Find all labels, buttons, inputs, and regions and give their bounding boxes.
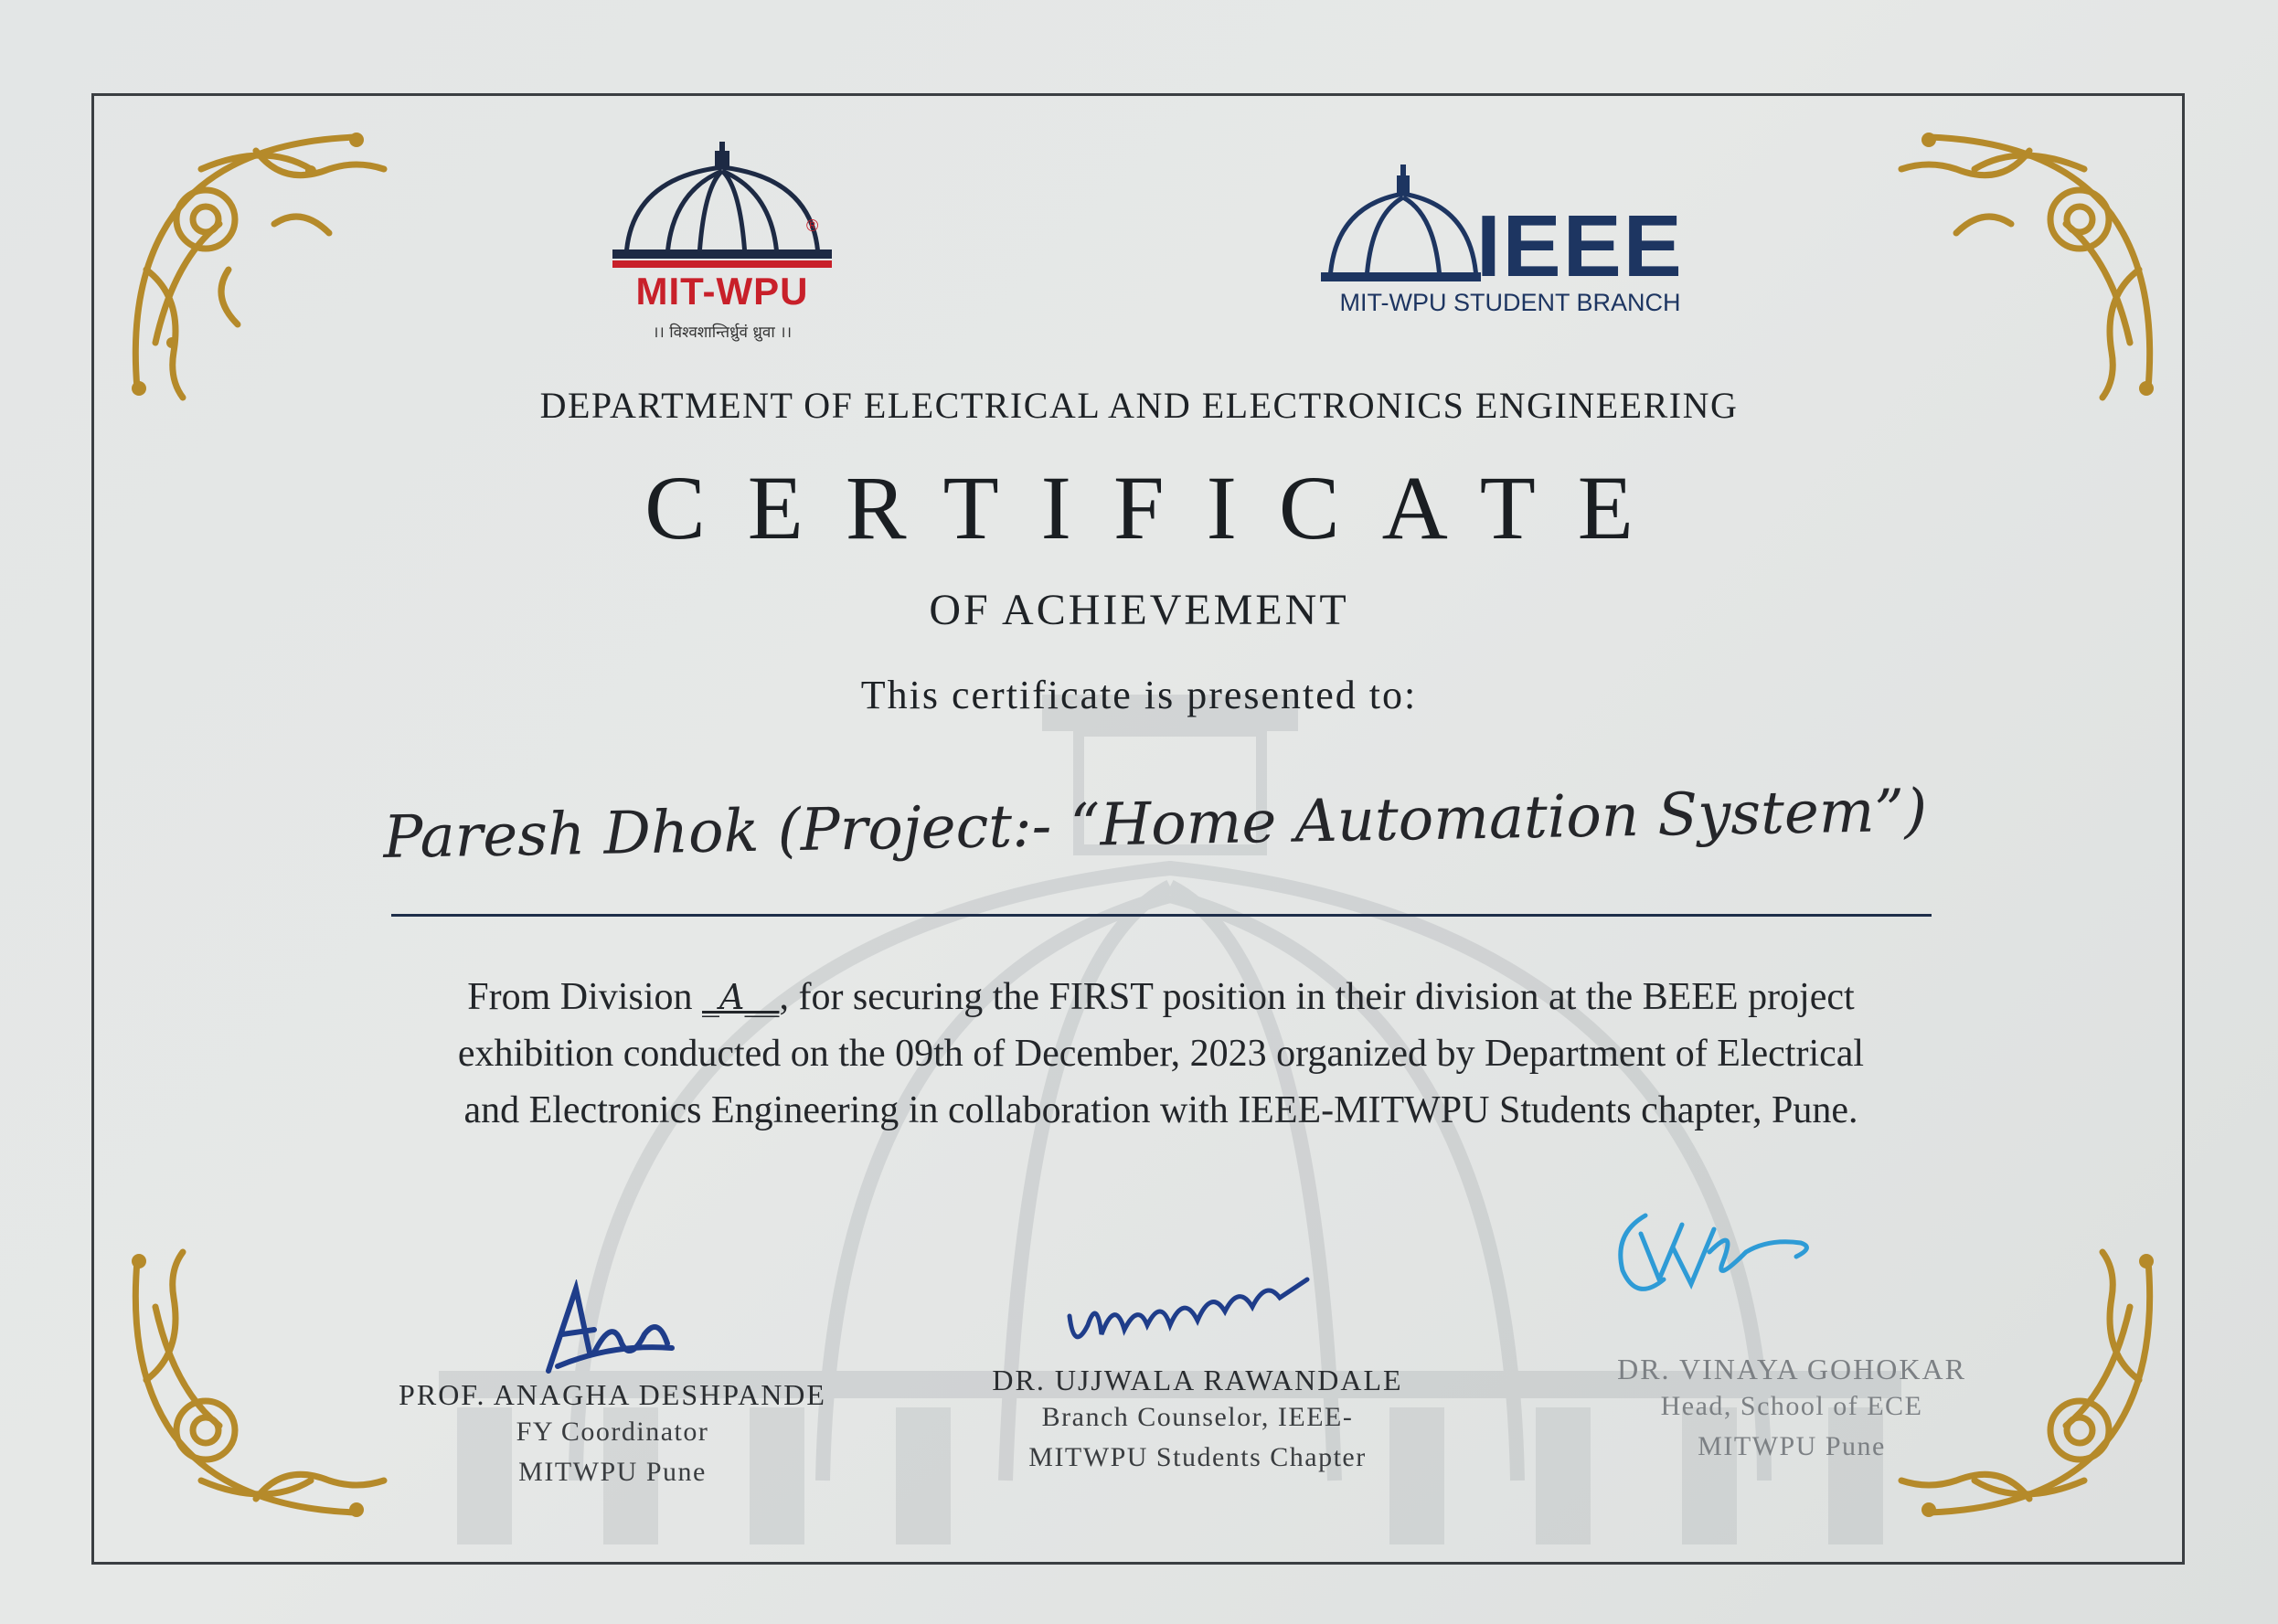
signature-rawandale bbox=[1060, 1261, 1316, 1362]
division-value: _A__ bbox=[702, 977, 780, 1017]
signatory-org: MITWPU Pune bbox=[518, 1457, 707, 1487]
recipient-underline bbox=[391, 914, 1932, 917]
mit-wpu-motto: ।। विश्वशान्तिर्ध्रुवं ध्रुवा ।। bbox=[652, 324, 793, 342]
signatory-gohokar bbox=[1545, 1353, 2038, 1467]
signatory-name: DR. VINAYA GOHOKAR bbox=[1617, 1353, 1966, 1385]
certificate-subtitle: OF ACHIEVEMENT bbox=[929, 586, 1349, 634]
ieee-dome-icon bbox=[1316, 155, 1481, 292]
signatory-deshpande bbox=[366, 1378, 859, 1492]
ieee-name: IEEE bbox=[1476, 197, 1684, 295]
signature-deshpande bbox=[539, 1279, 676, 1380]
signatory-name: DR. UJJWALA RAWANDALE bbox=[992, 1364, 1403, 1396]
body-text: , for securing the FIRST position in their division at the BEEE project exhibition conducted on the 09th of December, 2023 organized by Department of Electrical and Electronics Engineering in collaboration with IEEE-MITWPU Students chapter, Pune. bbox=[457, 976, 1865, 1131]
mit-dome-icon bbox=[603, 142, 841, 270]
signatory-org: MITWPU Students Chapter bbox=[1028, 1442, 1367, 1472]
corner-ornament-icon bbox=[1856, 114, 2166, 425]
registered-mark: ® bbox=[806, 217, 819, 235]
signature-gohokar bbox=[1609, 1197, 1819, 1307]
body-prefix: From Division bbox=[467, 976, 702, 1018]
presented-to-text: This certificate is presented to: bbox=[860, 673, 1418, 717]
ieee-logo bbox=[1316, 155, 1700, 329]
mit-wpu-logo bbox=[603, 142, 841, 352]
signatory-rawandale bbox=[951, 1364, 1444, 1478]
signatory-role: Branch Counselor, IEEE- bbox=[1041, 1402, 1354, 1432]
certificate-body bbox=[430, 969, 1892, 1139]
recipient-name: Paresh Dhok (Project:- “Home Automation System”) bbox=[382, 777, 1928, 872]
mit-wpu-name: MIT-WPU bbox=[635, 270, 809, 313]
signatory-name: PROF. ANAGHA DESHPANDE bbox=[399, 1378, 826, 1411]
signatory-org: MITWPU Pune bbox=[1698, 1431, 1886, 1461]
certificate-title: CERTIFICATE bbox=[644, 457, 1676, 558]
signatory-role: Head, School of ECE bbox=[1660, 1391, 1923, 1421]
signatory-role: FY Coordinator bbox=[516, 1417, 709, 1447]
department-heading: DEPARTMENT OF ELECTRICAL AND ELECTRONICS ENGINEERING bbox=[539, 385, 1739, 426]
ieee-student-branch: MIT-WPU STUDENT BRANCH bbox=[1339, 289, 1681, 316]
corner-ornament-icon bbox=[119, 114, 430, 425]
